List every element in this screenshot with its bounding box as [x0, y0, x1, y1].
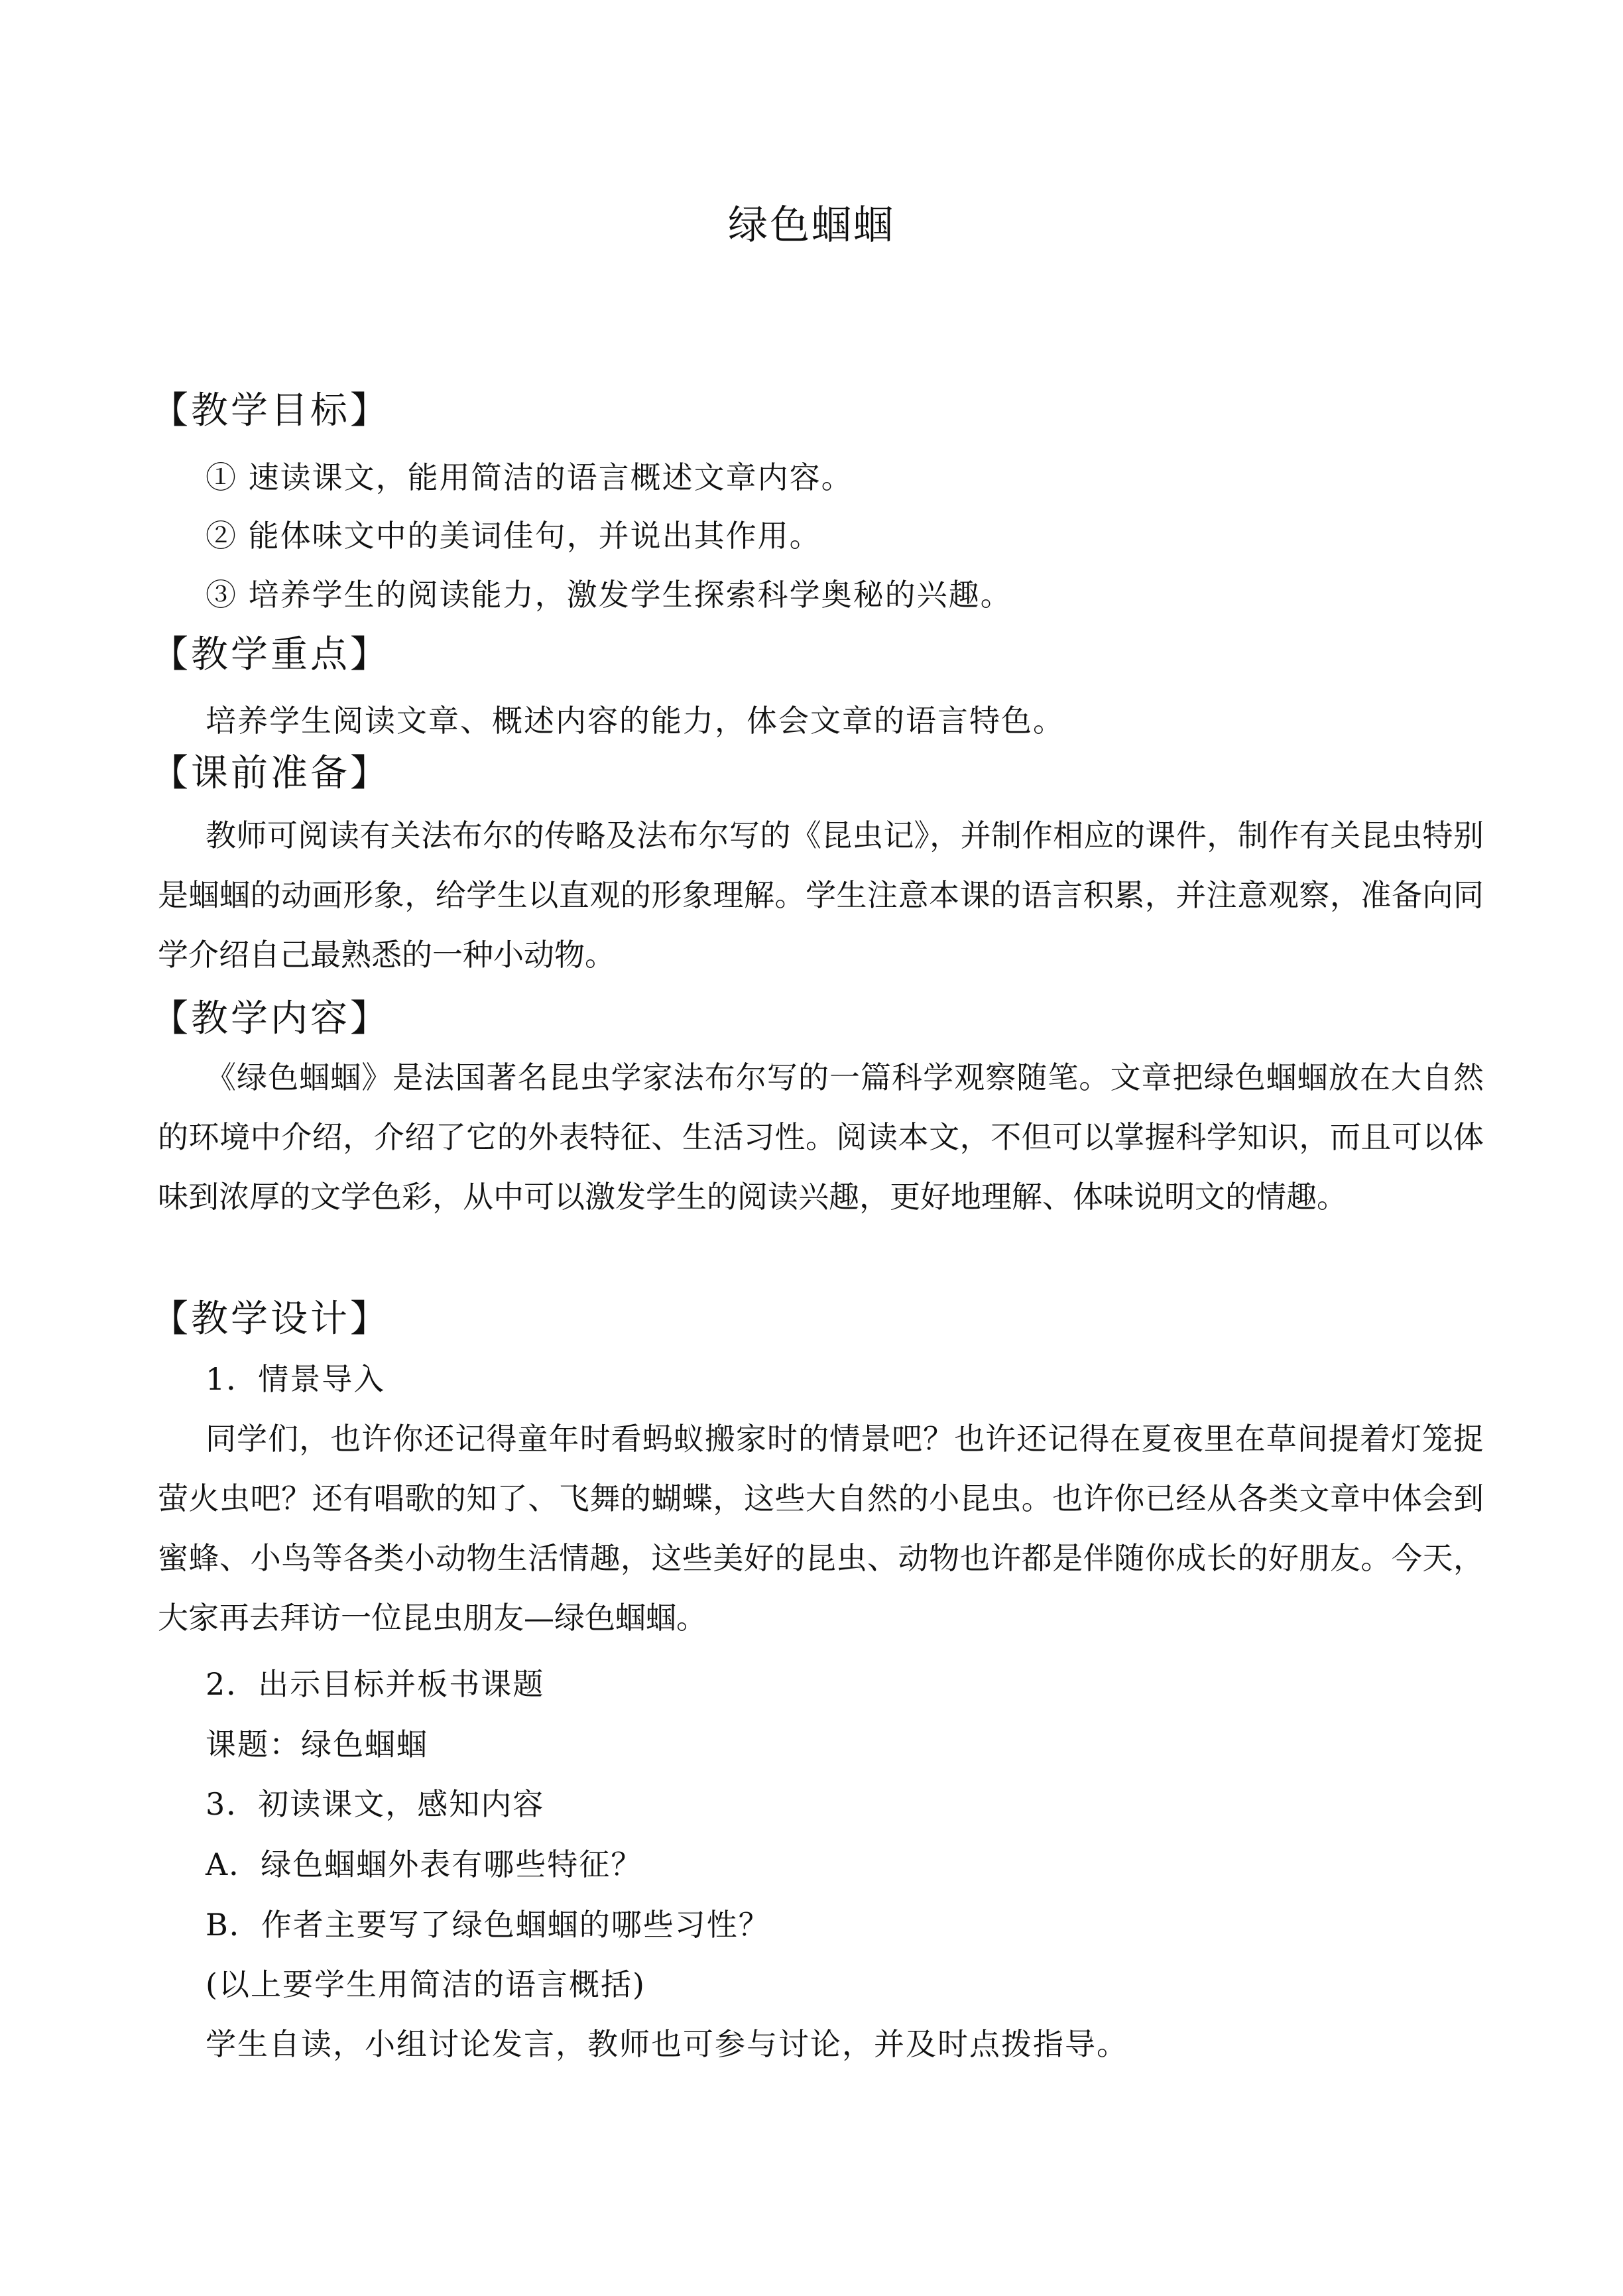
- objective-item-3: ③ 培养学生的阅读能力，激发学生探索科学奥秘的兴趣。: [206, 577, 1012, 613]
- question-a: A．绿色蝈蝈外表有哪些特征？: [206, 1846, 643, 1882]
- section-heading-content: 【教学内容】: [151, 997, 390, 1040]
- question-b: B．作者主要写了绿色蝈蝈的哪些习性？: [206, 1907, 770, 1943]
- objective-item-1: ① 速读课文，能用简洁的语言概述文章内容。: [206, 459, 853, 495]
- preparation-paragraph: 教师可阅读有关法布尔的传略及法布尔写的《昆虫记》，并制作相应的课件，制作有关昆虫特别是蝈蝈的动画形象，给学生以直观的形象理解。学生注意本课的语言积累，并注意观察，准备向同学介绍自己最熟悉的一种小动物。: [158, 817, 1484, 973]
- design-step-3: 3．初读课文，感知内容: [206, 1786, 545, 1822]
- section-heading-design: 【教学设计】: [151, 1298, 390, 1341]
- design-note: (以上要学生用简洁的语言概括): [206, 1966, 646, 2002]
- section-heading-preparation: 【课前准备】: [151, 752, 390, 795]
- design-step-1: 1．情景导入: [206, 1361, 386, 1397]
- key-points-text: 培养学生阅读文章、概述内容的能力，体会文章的语言特色。: [206, 703, 1065, 739]
- section-heading-objectives: 【教学目标】: [151, 389, 390, 432]
- design-topic: 课题：绿色蝈蝈: [206, 1726, 428, 1762]
- page-title: 绿色蝈蝈: [728, 202, 895, 249]
- design-activity: 学生自读，小组讨论发言，教师也可参与讨论，并及时点拨指导。: [206, 2026, 1128, 2062]
- section-heading-key-points: 【教学重点】: [151, 633, 390, 676]
- content-paragraph: 《绿色蝈蝈》是法国著名昆虫学家法布尔写的一篇科学观察随笔。文章把绿色蝈蝈放在大自然的环境中介绍，介绍了它的外表特征、生活习性。阅读本文，不但可以掌握科学知识，而且可以体味到浓厚的文学色彩，从中可以激发学生的阅读兴趣，更好地理解、体味说明文的情趣。: [158, 1059, 1484, 1215]
- objective-item-2: ② 能体味文中的美词佳句，并说出其作用。: [206, 518, 821, 554]
- design-step-2: 2．出示目标并板书课题: [206, 1666, 545, 1702]
- design-intro-paragraph: 同学们，也许你还记得童年时看蚂蚁搬家时的情景吧？也许还记得在夏夜里在草间提着灯笼捉萤火虫吧？还有唱歌的知了、飞舞的蝴蝶，这些大自然的小昆虫。也许你已经从各类文章中体会到蜜蜂、小鸟等各类小动物生活情趣，这些美好的昆虫、动物也许都是伴随你成长的好朋友。今天，大家再去拜访一位昆虫朋友—绿色蝈蝈。: [158, 1421, 1484, 1636]
